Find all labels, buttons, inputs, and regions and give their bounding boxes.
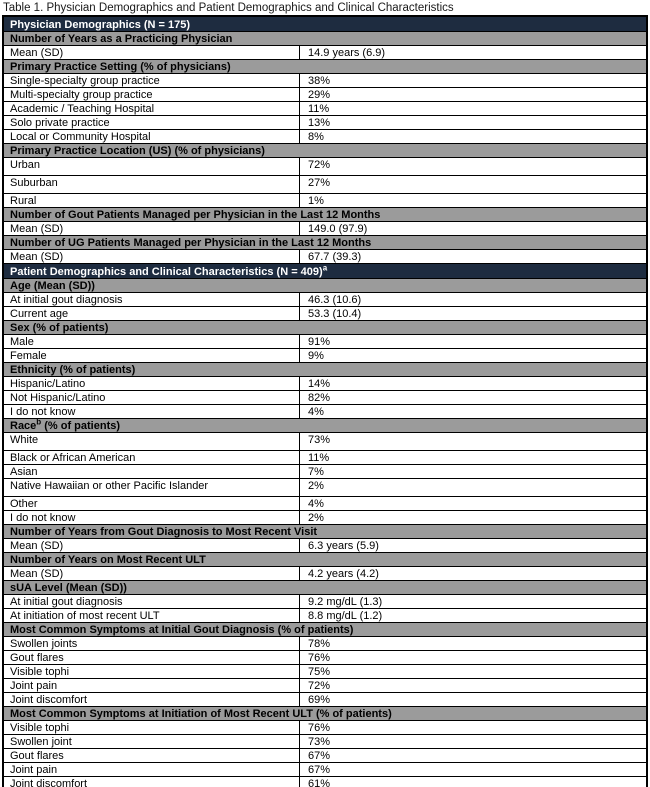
- row-label: Current age: [10, 308, 69, 320]
- subheader-row: [4, 321, 646, 335]
- subheader-row: [4, 525, 646, 539]
- row-value-cell: [300, 693, 646, 706]
- subheader-text: Race: [10, 420, 37, 432]
- row-label-cell: [4, 567, 300, 580]
- row-value: 4%: [308, 406, 324, 418]
- row-value: 27%: [308, 177, 331, 189]
- row-value-cell: [300, 307, 646, 320]
- subheader-text: Number of Gout Patients Managed per Physician in the Last 12 Months: [10, 209, 381, 221]
- table-row: [4, 46, 646, 60]
- row-value: 72%: [308, 159, 331, 171]
- table-row: [4, 651, 646, 665]
- table-row: [4, 222, 646, 236]
- row-value: 7%: [308, 466, 324, 478]
- section-header-row: [4, 17, 646, 32]
- row-label-cell: [4, 433, 300, 450]
- row-value: 11%: [308, 103, 330, 115]
- row-value-cell: [300, 721, 646, 734]
- row-label-cell: [4, 595, 300, 608]
- row-label: Gout flares: [10, 652, 64, 664]
- row-value-cell: [300, 511, 646, 524]
- row-label-cell: [4, 158, 300, 175]
- row-value-cell: [300, 539, 646, 552]
- row-value: 13%: [308, 117, 331, 129]
- row-value-cell: [300, 222, 646, 235]
- row-label-cell: [4, 777, 300, 787]
- subheader-row: [4, 707, 646, 721]
- row-value-cell: [300, 102, 646, 115]
- row-label-cell: [4, 293, 300, 306]
- table-row: [4, 335, 646, 349]
- row-value: 67%: [308, 750, 331, 762]
- subheader-row: [4, 236, 646, 250]
- row-value: 8%: [308, 131, 324, 143]
- row-value: 76%: [308, 652, 331, 664]
- row-label-cell: [4, 637, 300, 650]
- table-row: [4, 693, 646, 707]
- subheader-row: [4, 32, 646, 46]
- section-header-text: Physician Demographics (N = 175): [10, 19, 191, 31]
- row-value-cell: [300, 595, 646, 608]
- row-label: Joint discomfort: [10, 778, 88, 787]
- row-value-cell: [300, 679, 646, 692]
- row-value-cell: [300, 349, 646, 362]
- row-label-cell: [4, 194, 300, 207]
- row-label-cell: [4, 46, 300, 59]
- subheader-text: Age (Mean (SD)): [10, 280, 95, 292]
- row-label-cell: [4, 693, 300, 706]
- row-value: 4%: [308, 498, 324, 510]
- row-label: Asian: [10, 466, 38, 478]
- table-row: [4, 377, 646, 391]
- row-value: 53.3 (10.4): [308, 308, 362, 320]
- row-label-cell: [4, 539, 300, 552]
- subheader-label: [4, 60, 646, 73]
- row-label-cell: [4, 222, 300, 235]
- subheader-text: Number of UG Patients Managed per Physician in the Last 12 Months: [10, 237, 372, 249]
- row-value-cell: [300, 777, 646, 787]
- row-value: 75%: [308, 666, 331, 678]
- row-value-cell: [300, 377, 646, 390]
- table-row: [4, 88, 646, 102]
- table-row: [4, 451, 646, 465]
- row-value-cell: [300, 479, 646, 496]
- row-label-cell: [4, 651, 300, 664]
- subheader-text: Primary Practice Location (US) (% of physicians): [10, 145, 265, 157]
- subheader-row: [4, 623, 646, 637]
- subheader-label: [4, 363, 646, 376]
- subheader-text: Number of Years from Gout Diagnosis to Most Recent Visit: [10, 526, 318, 538]
- subheader-label: [4, 321, 646, 334]
- row-label-cell: [4, 735, 300, 748]
- row-label-cell: [4, 479, 300, 496]
- row-label-cell: [4, 102, 300, 115]
- subheader-label: [4, 419, 646, 432]
- row-label: Mean (SD): [10, 540, 64, 552]
- row-value-cell: [300, 749, 646, 762]
- row-label: Mean (SD): [10, 568, 64, 580]
- table-row: [4, 176, 646, 194]
- row-label-cell: [4, 349, 300, 362]
- table-row: [4, 721, 646, 735]
- table-row: [4, 497, 646, 511]
- subheader-row: [4, 144, 646, 158]
- row-label: Multi-specialty group practice: [10, 89, 153, 101]
- section-header-label: [4, 264, 646, 278]
- row-label: At initiation of most recent ULT: [10, 610, 160, 622]
- table-row: [4, 567, 646, 581]
- row-value-cell: [300, 88, 646, 101]
- row-value: 78%: [308, 638, 331, 650]
- table-row: [4, 465, 646, 479]
- subheader-label: [4, 553, 646, 566]
- row-value: 149.0 (97.9): [308, 223, 368, 235]
- row-label: White: [10, 434, 39, 446]
- row-label: Male: [10, 336, 34, 348]
- subheader-text: Ethnicity (% of patients): [10, 364, 136, 376]
- row-label: Urban: [10, 159, 40, 171]
- row-label: Not Hispanic/Latino: [10, 392, 106, 404]
- table-row: [4, 293, 646, 307]
- row-value-cell: [300, 176, 646, 193]
- row-label-cell: [4, 511, 300, 524]
- row-value-cell: [300, 335, 646, 348]
- row-value-cell: [300, 250, 646, 263]
- table-row: [4, 479, 646, 497]
- subheader-superscript: b: [36, 419, 42, 427]
- row-label: Mean (SD): [10, 251, 64, 263]
- section-header-text: Patient Demographics and Clinical Characteristics (N = 409): [10, 266, 323, 278]
- row-value: 72%: [308, 680, 331, 692]
- table-row: [4, 749, 646, 763]
- row-value-cell: [300, 497, 646, 510]
- subheader-label: [4, 144, 646, 157]
- table-row: [4, 307, 646, 321]
- table-row: [4, 130, 646, 144]
- row-label: Mean (SD): [10, 223, 64, 235]
- subheader-label: [4, 208, 646, 221]
- table-row: [4, 777, 646, 787]
- row-label: Suburban: [10, 177, 58, 189]
- row-label: Visible tophi: [10, 666, 70, 678]
- table-row: [4, 116, 646, 130]
- table-row: [4, 665, 646, 679]
- table-row: [4, 74, 646, 88]
- row-value-cell: [300, 665, 646, 678]
- table-row: [4, 735, 646, 749]
- row-label-cell: [4, 116, 300, 129]
- table-row: [4, 102, 646, 116]
- subheader-label: [4, 623, 646, 636]
- subheader-row: [4, 363, 646, 377]
- row-value-cell: [300, 433, 646, 450]
- subheader-row: [4, 279, 646, 293]
- row-value: 91%: [308, 336, 331, 348]
- row-value: 61%: [308, 778, 331, 787]
- section-header-label: [4, 17, 646, 31]
- row-value: 38%: [308, 75, 331, 87]
- row-label-cell: [4, 763, 300, 776]
- subheader-label: [4, 32, 646, 45]
- row-label-cell: [4, 405, 300, 418]
- subheader-label: [4, 525, 646, 538]
- row-value-cell: [300, 130, 646, 143]
- subheader-label: [4, 236, 646, 249]
- table-row: [4, 763, 646, 777]
- row-label-cell: [4, 497, 300, 510]
- table-row: [4, 679, 646, 693]
- row-label: Gout flares: [10, 750, 64, 762]
- row-label: Academic / Teaching Hospital: [10, 103, 155, 115]
- table-row: [4, 609, 646, 623]
- row-value: 4.2 years (4.2): [308, 568, 379, 580]
- subheader-text: Number of Years as a Practicing Physician: [10, 33, 233, 45]
- section-header-superscript: a: [322, 264, 328, 273]
- row-value: 29%: [308, 89, 331, 101]
- table-row: [4, 391, 646, 405]
- table-row: [4, 433, 646, 451]
- subheader-row: [4, 553, 646, 567]
- subheader-label: [4, 279, 646, 292]
- table-row: [4, 194, 646, 208]
- table-row: [4, 637, 646, 651]
- subheader-row: [4, 581, 646, 595]
- subheader-label: [4, 581, 646, 594]
- row-label-cell: [4, 74, 300, 87]
- row-label-cell: [4, 465, 300, 478]
- row-label: At initial gout diagnosis: [10, 596, 123, 608]
- subheader-row: [4, 208, 646, 222]
- row-value: 11%: [308, 452, 330, 464]
- row-value-cell: [300, 651, 646, 664]
- row-label: Other: [10, 498, 38, 510]
- row-value: 9.2 mg/dL (1.3): [308, 596, 383, 608]
- row-value: 67%: [308, 764, 331, 776]
- row-label: I do not know: [10, 406, 76, 418]
- row-label: Joint pain: [10, 680, 58, 692]
- row-value-cell: [300, 391, 646, 404]
- row-label: Joint discomfort: [10, 694, 88, 706]
- row-value: 2%: [308, 480, 324, 492]
- subheader-text: sUA Level (Mean (SD)): [10, 582, 127, 594]
- table-row: [4, 405, 646, 419]
- row-label-cell: [4, 176, 300, 193]
- subheader-label: [4, 707, 646, 720]
- row-label: Solo private practice: [10, 117, 110, 129]
- row-label-cell: [4, 451, 300, 464]
- row-label: Hispanic/Latino: [10, 378, 86, 390]
- row-value: 9%: [308, 350, 324, 362]
- row-value-cell: [300, 405, 646, 418]
- row-value-cell: [300, 465, 646, 478]
- row-label: Swollen joints: [10, 638, 78, 650]
- row-label: Native Hawaiian or other Pacific Islander: [10, 480, 209, 492]
- row-value-cell: [300, 194, 646, 207]
- row-label-cell: [4, 721, 300, 734]
- row-value-cell: [300, 116, 646, 129]
- row-value-cell: [300, 74, 646, 87]
- row-value-cell: [300, 451, 646, 464]
- table-title: Table 1. Physician Demographics and Patient Demographics and Clinical Characteristics: [3, 2, 454, 14]
- row-value-cell: [300, 46, 646, 59]
- row-value-cell: [300, 637, 646, 650]
- subheader-text: Most Common Symptoms at Initiation of Most Recent ULT (% of patients): [10, 708, 392, 720]
- row-value-cell: [300, 567, 646, 580]
- row-label: At initial gout diagnosis: [10, 294, 123, 306]
- row-label: Local or Community Hospital: [10, 131, 151, 143]
- row-label: I do not know: [10, 512, 76, 524]
- row-label-cell: [4, 679, 300, 692]
- row-value: 8.8 mg/dL (1.2): [308, 610, 383, 622]
- row-value-cell: [300, 609, 646, 622]
- row-value-cell: [300, 763, 646, 776]
- row-label: Swollen joint: [10, 736, 72, 748]
- row-label: Mean (SD): [10, 47, 64, 59]
- table-row: [4, 539, 646, 553]
- row-value: 69%: [308, 694, 331, 706]
- row-value: 73%: [308, 434, 331, 446]
- subheader-suffix: (% of patients): [41, 420, 121, 432]
- row-label-cell: [4, 749, 300, 762]
- row-label-cell: [4, 88, 300, 101]
- demographics-table: [2, 15, 648, 787]
- row-label: Rural: [10, 195, 37, 207]
- row-value: 76%: [308, 722, 331, 734]
- row-value: 1%: [308, 195, 324, 207]
- row-label-cell: [4, 130, 300, 143]
- table-row: [4, 511, 646, 525]
- row-label: Joint pain: [10, 764, 58, 776]
- row-label: Black or African American: [10, 452, 136, 464]
- row-label-cell: [4, 609, 300, 622]
- table-row: [4, 250, 646, 264]
- row-value: 14.9 years (6.9): [308, 47, 386, 59]
- row-label-cell: [4, 250, 300, 263]
- subheader-row: [4, 60, 646, 74]
- section-header-row: [4, 264, 646, 279]
- row-value: 46.3 (10.6): [308, 294, 362, 306]
- subheader-text: Sex (% of patients): [10, 322, 109, 334]
- row-label: Female: [10, 350, 47, 362]
- table-row: [4, 158, 646, 176]
- subheader-row: [4, 419, 646, 433]
- row-label-cell: [4, 307, 300, 320]
- subheader-text: Number of Years on Most Recent ULT: [10, 554, 206, 566]
- row-value: 73%: [308, 736, 331, 748]
- row-value: 6.3 years (5.9): [308, 540, 379, 552]
- row-value-cell: [300, 293, 646, 306]
- row-label: Single-specialty group practice: [10, 75, 160, 87]
- row-label-cell: [4, 391, 300, 404]
- row-label-cell: [4, 377, 300, 390]
- row-label-cell: [4, 335, 300, 348]
- subheader-text: Most Common Symptoms at Initial Gout Diagnosis (% of patients): [10, 624, 354, 636]
- subheader-text: Primary Practice Setting (% of physicians): [10, 61, 231, 73]
- row-label-cell: [4, 665, 300, 678]
- row-value-cell: [300, 735, 646, 748]
- row-value: 82%: [308, 392, 331, 404]
- table-row: [4, 349, 646, 363]
- table-row: [4, 595, 646, 609]
- row-value: 2%: [308, 512, 324, 524]
- row-value: 67.7 (39.3): [308, 251, 362, 263]
- row-label: Visible tophi: [10, 722, 70, 734]
- row-value: 14%: [308, 378, 331, 390]
- row-value-cell: [300, 158, 646, 175]
